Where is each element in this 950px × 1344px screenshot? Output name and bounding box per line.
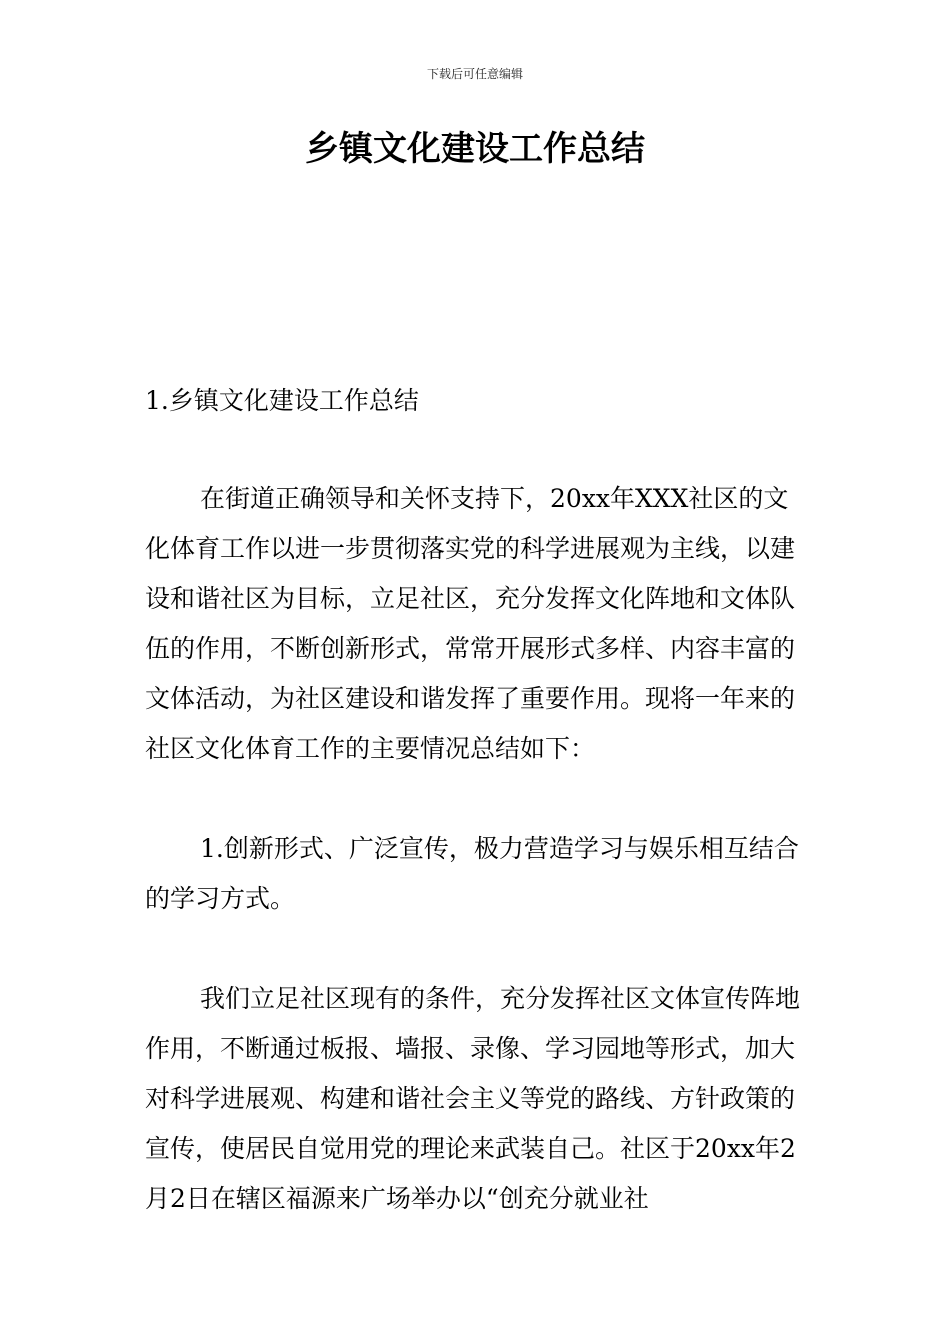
subsection-paragraph: 1.创新形式、广泛宣传，极力营造学习与娱乐相互结合的学习方式。: [145, 834, 799, 913]
body-paragraph: 我们立足社区现有的条件，充分发挥社区文体宣传阵地作用，不断通过板报、墙报、录像、学习园地等形式，加大对科学进展观、构建和谐社会主义等党的路线、方针政策的宣传，使居民自觉用党的理论来武装自己。社区于20xx年2月2日在辖区福源来广场举办以“创充分就业社: [145, 984, 801, 1213]
document-title: 乡镇文化建设工作总结: [305, 129, 645, 169]
header-note: 下载后可任意编辑: [426, 67, 523, 81]
section-heading: 1.乡镇文化建设工作总结: [145, 386, 419, 415]
body-paragraph: 在街道正确领导和关怀支持下，20xx年XXX社区的文化体育工作以进一步贯彻落实党的科学进展观为主线，以建设和谐社区为目标，立足社区，充分发挥文化阵地和文体队伍的作用，不断创新形式，常常开展形式多样、内容丰富的文体活动，为社区建设和谐发挥了重要作用。现将一年来的社区文化体育工作的主要情况总结如下：: [145, 484, 796, 763]
